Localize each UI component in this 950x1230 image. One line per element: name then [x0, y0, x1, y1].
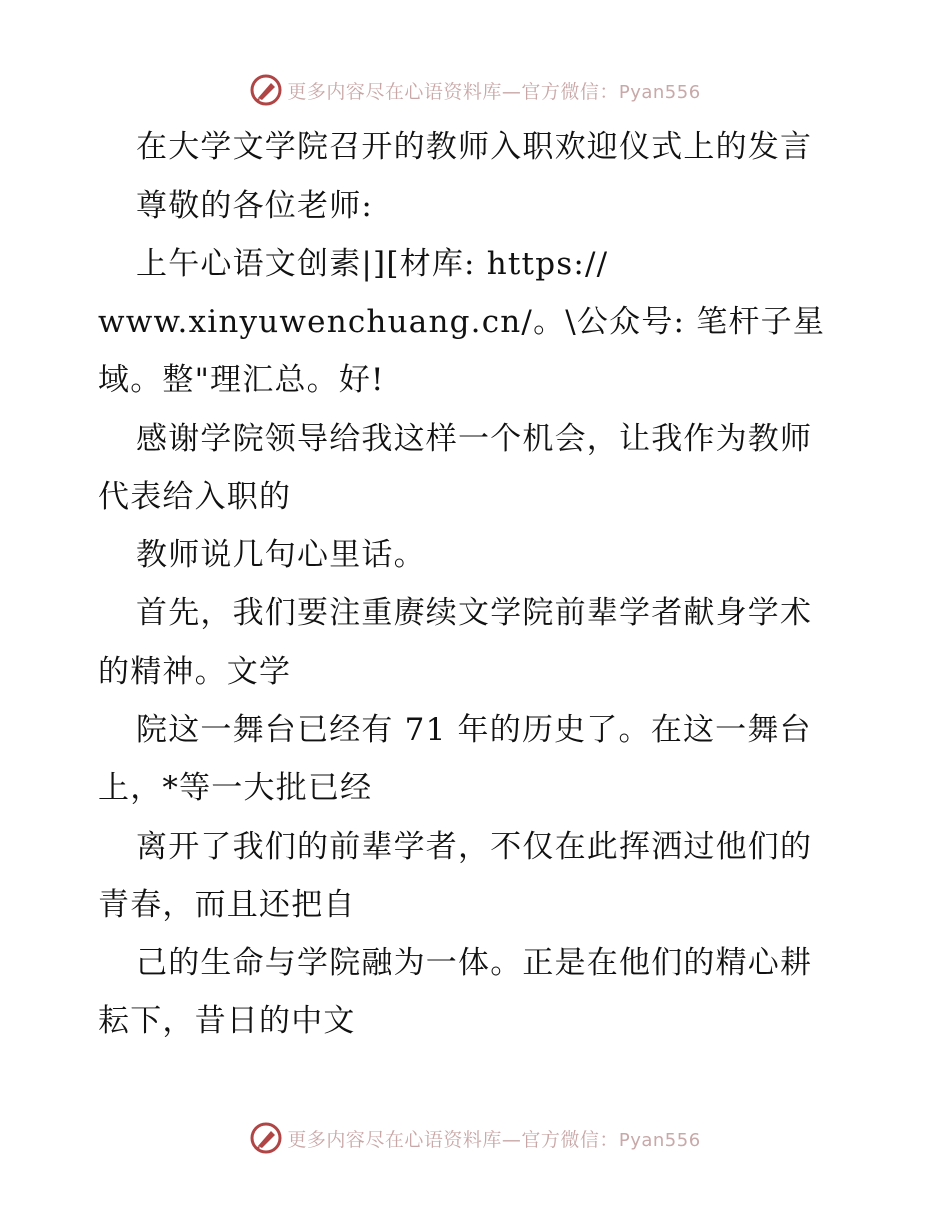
paragraph-line: 教师说几句心里话。 — [136, 537, 426, 573]
paragraph-line: 院这一舞台已经有 71 年的历史了。在这一舞台 — [136, 712, 812, 748]
paragraph-line: 上午心语文创素|][材库: https:// — [136, 246, 609, 282]
paragraph-line: 代表给入职的 — [98, 479, 292, 515]
paragraph-line: 感谢学院领导给我这样一个机会，让我作为教师 — [136, 421, 813, 457]
pen-nib-logo-icon — [249, 1121, 283, 1155]
document-title: 在大学文学院召开的教师入职欢迎仪式上的发言 — [136, 129, 813, 165]
watermark-label: 更多内容尽在心语资料库—官方微信： — [287, 80, 619, 103]
wechat-id: Pyan556 — [618, 1129, 701, 1151]
paragraph-line: 的精神。文学 — [98, 654, 292, 690]
salutation: 尊敬的各位老师: — [136, 188, 374, 224]
paragraph-line: 己的生命与学院融为一体。正是在他们的精心耕 — [136, 945, 813, 981]
wechat-id: Pyan556 — [618, 81, 701, 103]
footer-watermark-banner — [0, 1118, 950, 1158]
watermark-label: 更多内容尽在心语资料库—官方微信： — [287, 1128, 619, 1151]
paragraph-line: 耘下，昔日的中文 — [98, 1003, 356, 1039]
paragraph-line: 离开了我们的前辈学者，不仅在此挥洒过他们的 — [136, 829, 813, 865]
paragraph-line: 上，*等一大批已经 — [98, 770, 373, 806]
paragraph-line: 青春，而且还把自 — [98, 887, 356, 923]
paragraph-line: 域。整"理汇总。好! — [98, 362, 385, 398]
paragraph-line: www.xinyuwenchuang.cn/。\公众号: 笔杆子星 — [98, 304, 826, 340]
watermark-text — [287, 1125, 700, 1152]
paragraph-line: 首先，我们要注重赓续文学院前辈学者献身学术 — [136, 595, 813, 631]
